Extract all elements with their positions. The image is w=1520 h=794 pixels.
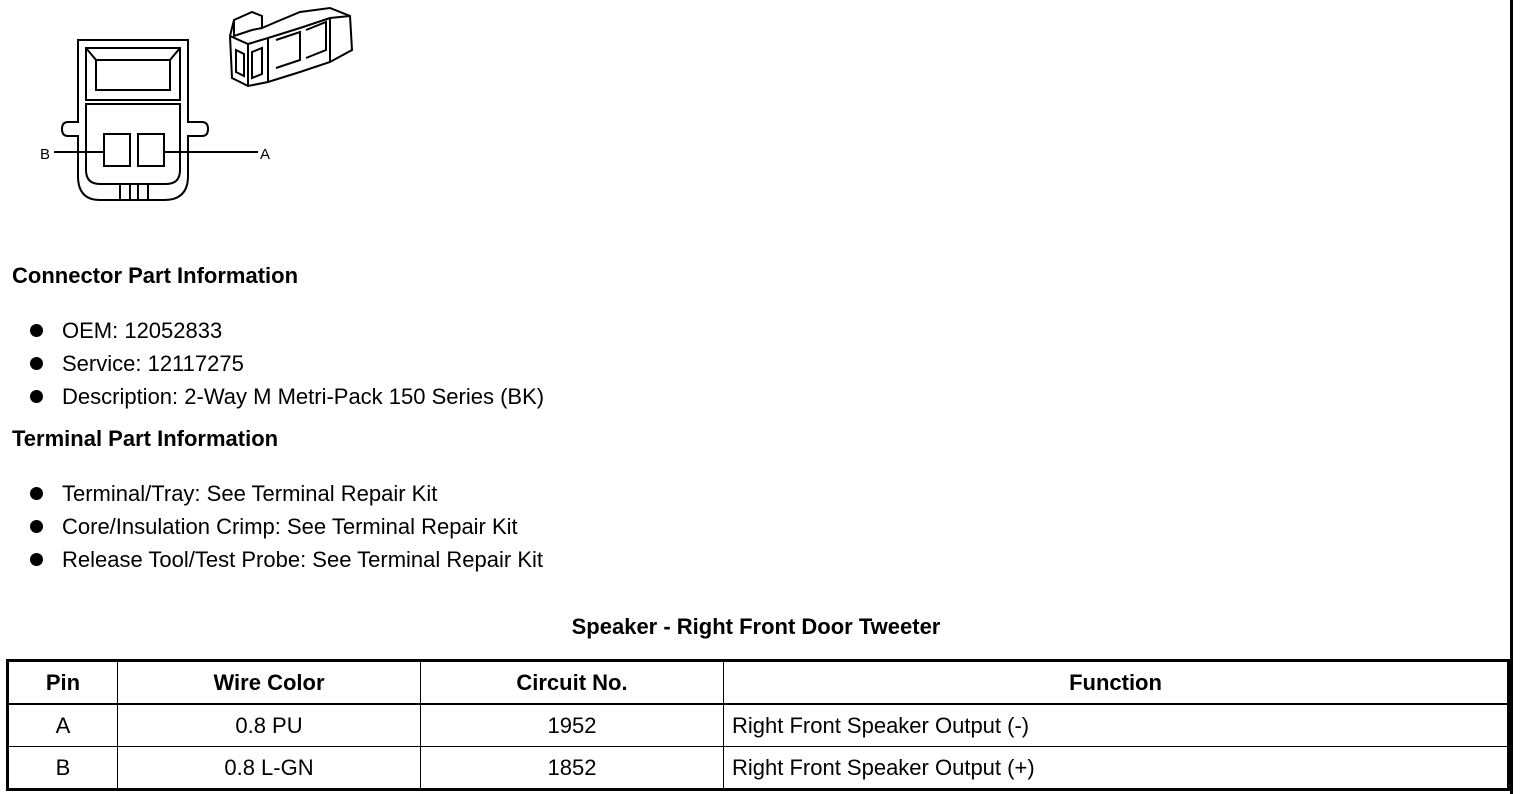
- page-border-right: [1510, 0, 1513, 794]
- connector-diagram: [0, 0, 400, 230]
- connector-face-drawing: [54, 40, 258, 200]
- list-item: Core/Insulation Crimp: See Terminal Repair Kit: [30, 510, 543, 543]
- cell-circuit-no: 1852: [421, 747, 724, 790]
- table-title: Speaker - Right Front Door Tweeter: [571, 614, 941, 639]
- table-row: [8, 704, 1509, 747]
- header-wire-color: Wire Color: [118, 661, 421, 705]
- cell-function: Right Front Speaker Output (-): [724, 704, 1509, 747]
- header-function: Function: [724, 661, 1509, 705]
- cell-pin: B: [8, 747, 118, 790]
- list-item: Terminal/Tray: See Terminal Repair Kit: [30, 477, 543, 510]
- header-circuit-no: Circuit No.: [421, 661, 724, 705]
- terminal-part-heading: Terminal Part Information: [12, 426, 279, 451]
- list-item: OEM: 12052833: [30, 314, 544, 347]
- cell-circuit-no: 1952: [421, 704, 724, 747]
- connector-part-heading: Connector Part Information: [12, 263, 299, 288]
- cell-wire-color: 0.8 PU: [118, 704, 421, 747]
- cell-function: Right Front Speaker Output (+): [724, 747, 1509, 790]
- connector-part-list: [30, 314, 544, 413]
- terminal-part-list: [30, 477, 543, 576]
- cell-pin: A: [8, 704, 118, 747]
- pinout-table: [6, 659, 1510, 791]
- table-row: [8, 747, 1509, 790]
- pin-label-a: A: [260, 146, 271, 163]
- connector-isometric-drawing: [230, 8, 352, 86]
- list-item: Release Tool/Test Probe: See Terminal Repair Kit: [30, 543, 543, 576]
- list-item: Description: 2-Way M Metri-Pack 150 Series (BK): [30, 380, 544, 413]
- list-item: Service: 12117275: [30, 347, 544, 380]
- table-header-row: [8, 661, 1509, 705]
- pin-label-b: B: [40, 146, 51, 163]
- header-pin: Pin: [8, 661, 118, 705]
- cell-wire-color: 0.8 L-GN: [118, 747, 421, 790]
